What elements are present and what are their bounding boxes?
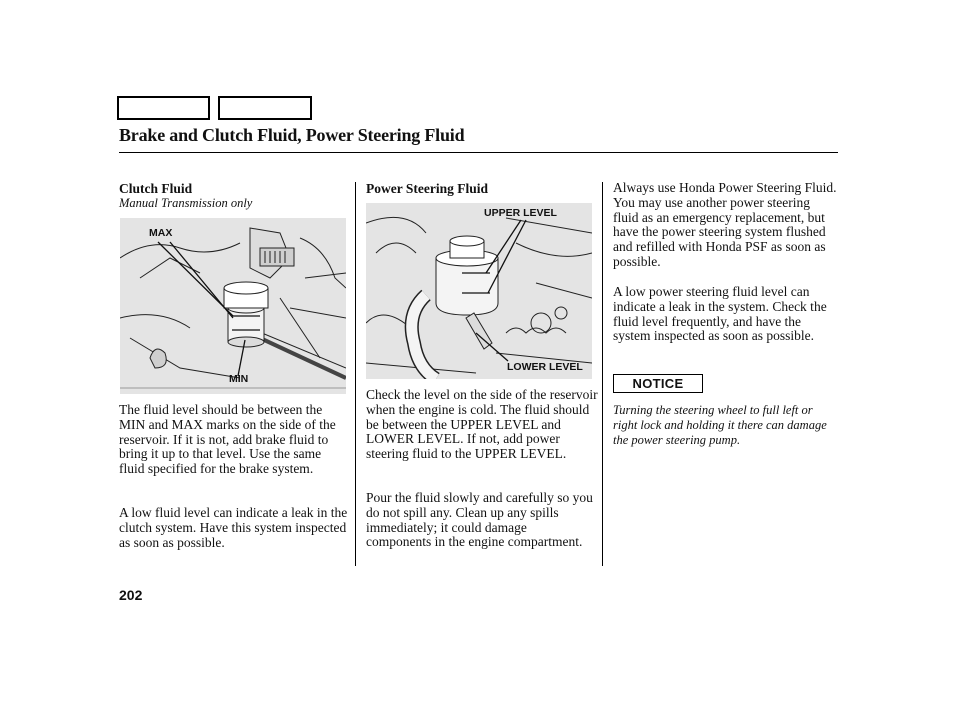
power-steering-reservoir-illustration bbox=[366, 203, 592, 379]
psf-recommendation-paragraph: Always use Honda Power Steering Fluid. You may use another power steering fluid as an emergency replacement, but have the power steering system flushed and refilled with Honda PSF as soon as possible. bbox=[613, 180, 837, 269]
notice-text: Turning the steering wheel to full left or right lock and holding it there can damage the power steering pump. bbox=[613, 403, 827, 447]
power-steering-paragraph-2: Pour the fluid slowly and carefully so you do not spill any. Clean up any spills immediately; it could damage components in the engine compartment. bbox=[366, 490, 593, 550]
nav-button-index[interactable] bbox=[218, 96, 312, 120]
lower-level-label: LOWER LEVEL bbox=[507, 361, 583, 373]
clutch-paragraph-1: The fluid level should be between the MIN and MAX marks on the side of the reservoir. If it is not, add brake fluid to bring it up to that level. Use the same fluid specified for the brake system. bbox=[119, 402, 336, 477]
column-divider-1 bbox=[355, 182, 356, 566]
power-steering-reservoir-drawing bbox=[366, 203, 592, 379]
clutch-fluid-heading: Clutch Fluid bbox=[119, 181, 193, 196]
clutch-reservoir-illustration bbox=[120, 218, 346, 394]
column-divider-2 bbox=[602, 182, 603, 566]
page-number: 202 bbox=[119, 587, 143, 603]
title-divider bbox=[119, 152, 838, 153]
clutch-reservoir-drawing bbox=[120, 218, 346, 394]
clutch-fluid-subheading: Manual Transmission only bbox=[119, 196, 253, 210]
max-level-label: MAX bbox=[149, 227, 173, 239]
clutch-paragraph-2: A low fluid level can indicate a leak in the clutch system. Have this system inspected as soon as possible. bbox=[119, 505, 348, 550]
nav-button-main-menu[interactable] bbox=[117, 96, 210, 120]
power-steering-paragraph-1: Check the level on the side of the reservoir when the engine is cold. The fluid should be between the UPPER LEVEL and LOWER LEVEL. If not, add power steering fluid to the UPPER LEVEL. bbox=[366, 387, 598, 462]
power-steering-heading: Power Steering Fluid bbox=[366, 181, 488, 196]
notice-badge: NOTICE bbox=[613, 374, 703, 393]
upper-level-label: UPPER LEVEL bbox=[484, 207, 557, 219]
psf-leak-paragraph: A low power steering fluid level can indicate a leak in the system. Check the fluid level frequently, and have the system inspected as soon as possible. bbox=[613, 284, 827, 344]
min-level-label: MIN bbox=[229, 373, 249, 385]
page-title: Brake and Clutch Fluid, Power Steering Fluid bbox=[119, 125, 465, 145]
